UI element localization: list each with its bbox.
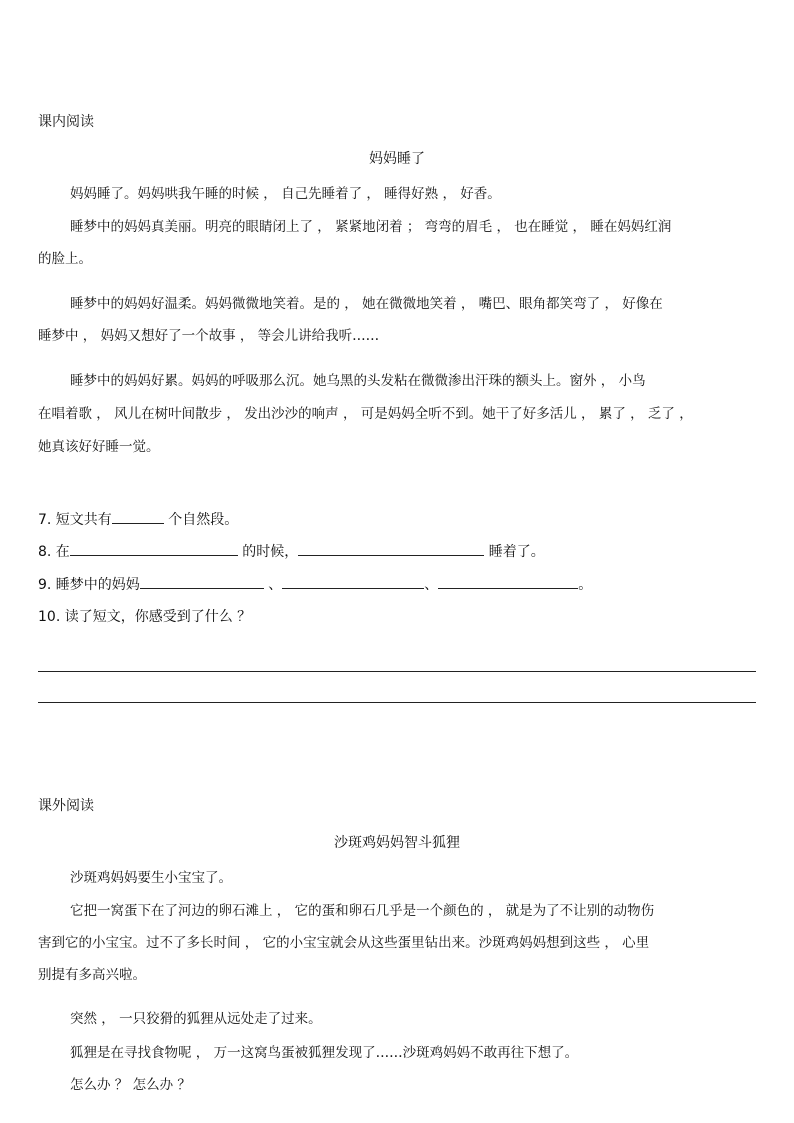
- passage2-paragraph-2-line-2: 害到它的小宝宝。过不了多长时间 ， 它的小宝宝就会从这些蛋里钻出来。沙斑鸡妈妈想到这些 ， 心里: [38, 935, 650, 951]
- passage-title-2: 沙斑鸡妈妈智斗狐狸: [334, 835, 460, 851]
- question-10: 10. 读了短文，你感受到了什么 ？: [38, 609, 252, 625]
- passage2-paragraph-4: 狐狸是在寻找食物呢 ， 万一这窝鸟蛋被狐狸发现了……沙斑鸡妈妈不敢再往下想了。: [70, 1045, 579, 1061]
- question-9: 9. 睡梦中的妈妈 、 、 。: [38, 574, 592, 594]
- passage2-paragraph-2-line-3: 别提有多高兴啦。: [38, 967, 146, 983]
- passage2-paragraph-1: 沙斑鸡妈妈要生小宝宝了。: [70, 870, 232, 886]
- passage1-paragraph-4-line-3: 她真该好好睡一觉。: [38, 439, 160, 455]
- answer-line-q10-2[interactable]: [38, 702, 756, 703]
- passage1-paragraph-1: 妈妈睡了。妈妈哄我午睡的时候 ， 自己先睡着了 ， 睡得好熟 ， 好香。: [70, 186, 501, 202]
- passage1-paragraph-2-line-1: 睡梦中的妈妈真美丽。明亮的眼睛闭上了 ， 紧紧地闭着 ； 弯弯的眉毛 ， 也在睡觉 ， 睡在妈妈红润: [70, 219, 672, 235]
- section-heading-extracurricular: 课外阅读: [38, 798, 94, 814]
- answer-blank-q7[interactable]: [112, 509, 164, 524]
- passage2-paragraph-5: 怎么办 ？ 怎么办 ？: [70, 1077, 191, 1093]
- passage2-paragraph-2-line-1: 它把一窝蛋下在了河边的卵石滩上 ， 它的蛋和卵石几乎是一个颜色的 ， 就是为了不让别的动物伤: [70, 903, 655, 919]
- passage-title-1: 妈妈睡了: [369, 151, 425, 167]
- answer-blank-q9-3[interactable]: [438, 574, 578, 589]
- answer-blank-q9-2[interactable]: [282, 574, 424, 589]
- passage1-paragraph-4-line-2: 在唱着歌 ， 风儿在树叶间散步 ， 发出沙沙的响声 ， 可是妈妈全听不到。她干了好多活儿 ， 累了 ， 乏了 ，: [38, 406, 693, 422]
- passage1-paragraph-3-line-1: 睡梦中的妈妈好温柔。妈妈微微地笑着。是的 ， 她在微微地笑着 ， 嘴巴、眼角都笑弯了 ， 好像在: [70, 296, 663, 312]
- section-heading-in-class: 课内阅读: [38, 114, 94, 130]
- question-8: 8. 在 的时候， 睡着了。: [38, 541, 545, 561]
- passage1-paragraph-4-line-1: 睡梦中的妈妈好累。妈妈的呼吸那么沉。她乌黑的头发粘在微微渗出汗珠的额头上。窗外 ， 小鸟: [70, 373, 646, 389]
- answer-blank-q9-1[interactable]: [140, 574, 264, 589]
- answer-blank-q8-who[interactable]: [298, 541, 484, 556]
- question-7: 7. 短文共有 个自然段。: [38, 509, 238, 529]
- answer-blank-q8-when[interactable]: [70, 541, 238, 556]
- answer-line-q10-1[interactable]: [38, 671, 756, 672]
- passage1-paragraph-2-line-2: 的脸上。: [38, 251, 92, 267]
- passage2-paragraph-3: 突然 ， 一只狡猾的狐狸从远处走了过来。: [70, 1011, 322, 1027]
- passage1-paragraph-3-line-2: 睡梦中 ， 妈妈又想好了一个故事 ， 等会儿讲给我听……: [38, 328, 380, 344]
